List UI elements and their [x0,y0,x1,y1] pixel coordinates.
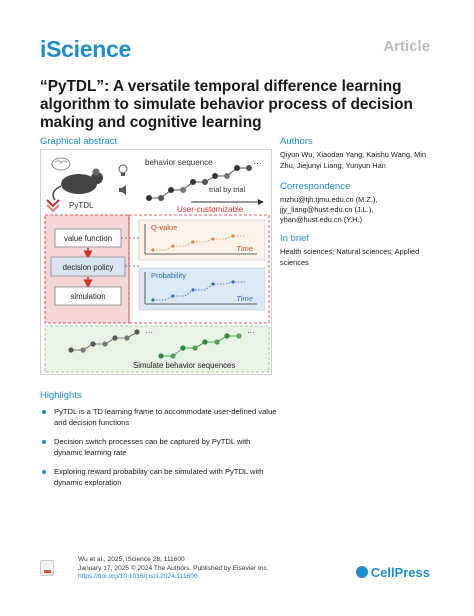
correspondence-heading: Correspondence [280,181,351,192]
pytdl-chevron-icon [47,200,59,211]
copyright-line: January 17, 2025 © 2024 The Authors. Published by Elsevier Inc. [78,564,269,572]
sequence-ellipsis-top: ··· [253,158,262,168]
q-time-label: Time [236,244,253,253]
behavior-sequence-dots [146,165,252,201]
correspondence-email-1[interactable]: mzhu@tjh.tjmu.edu.cn (M.Z.), [280,195,378,204]
highlights-section [40,390,280,497]
cellpress-logo[interactable] [356,565,430,580]
authors-heading: Authors [280,136,313,147]
simulation-label: simulation [70,292,106,301]
graphical-abstract-heading: Graphical abstract [40,136,118,147]
in-brief-heading: In brief [280,233,310,244]
sequence-ellipsis-mid: ··· [145,328,153,337]
doi-link[interactable]: https://doi.org/10.1016/j.isci.2024.111600 [78,573,198,581]
trial-by-trial-label: trial by trial [209,185,246,194]
decision-policy-label: decision policy [62,263,114,272]
light-icon [119,165,127,176]
prob-time-label: Time [236,294,253,303]
probability-label: Probability [151,271,187,280]
simulate-sequences-label: Simulate behavior sequences [133,361,236,370]
cellpress-logo-icon [356,566,368,578]
cellpress-label: CellPress [370,565,430,580]
value-function-label: value function [63,234,113,243]
behavior-sequence-label: behavior sequence [145,158,213,167]
journal-name: iScience [40,36,131,62]
authors-list: Qiyun Wu, Xiaodan Yang, Kaishu Wang, Min Zhu, Jiejunyi Liang, Yunyun Han [280,150,426,170]
open-access-badge-icon [40,560,54,576]
in-brief-text: Health sciences; Natural sciences; Applied sciences [280,247,420,267]
graphical-abstract-figure [41,150,272,375]
speaker-icon [119,185,126,195]
highlights-heading: Highlights [40,390,82,401]
highlight-item: Exploring reward probability can be simulated with PyTDL with dynamic exploration [40,467,280,488]
highlight-item: PyTDL is a TD learning frame to accommodate user-defined value and decision functions [40,407,280,428]
brain-icon [52,158,70,170]
article-type: Article [383,38,430,55]
q-value-label: Q-value [151,223,178,232]
article-title: “PyTDL”: A versatile temporal difference learning algorithm to simulate behavior process of decision making and cognitive learning [40,78,413,131]
pytdl-label: PyTDL [69,201,94,210]
highlight-item: Decision switch processes can be captured by PyTDL with dynamic learning rate [40,437,280,458]
correspondence-email-2[interactable]: jjy_liang@hust.edu.cn (J.L.), [280,205,374,214]
graphical-abstract [40,149,272,375]
sequence-ellipsis-right: ··· [247,328,255,337]
citation-footer [78,556,269,582]
correspondence-email-3[interactable]: yhan@hust.edu.cn (Y.H.) [280,215,363,224]
citation-line: Wu et al., 2025, iScience 28, 111600 [78,556,185,563]
mouse-icon [53,169,103,201]
user-customizable-label: User-customizable [177,205,244,214]
